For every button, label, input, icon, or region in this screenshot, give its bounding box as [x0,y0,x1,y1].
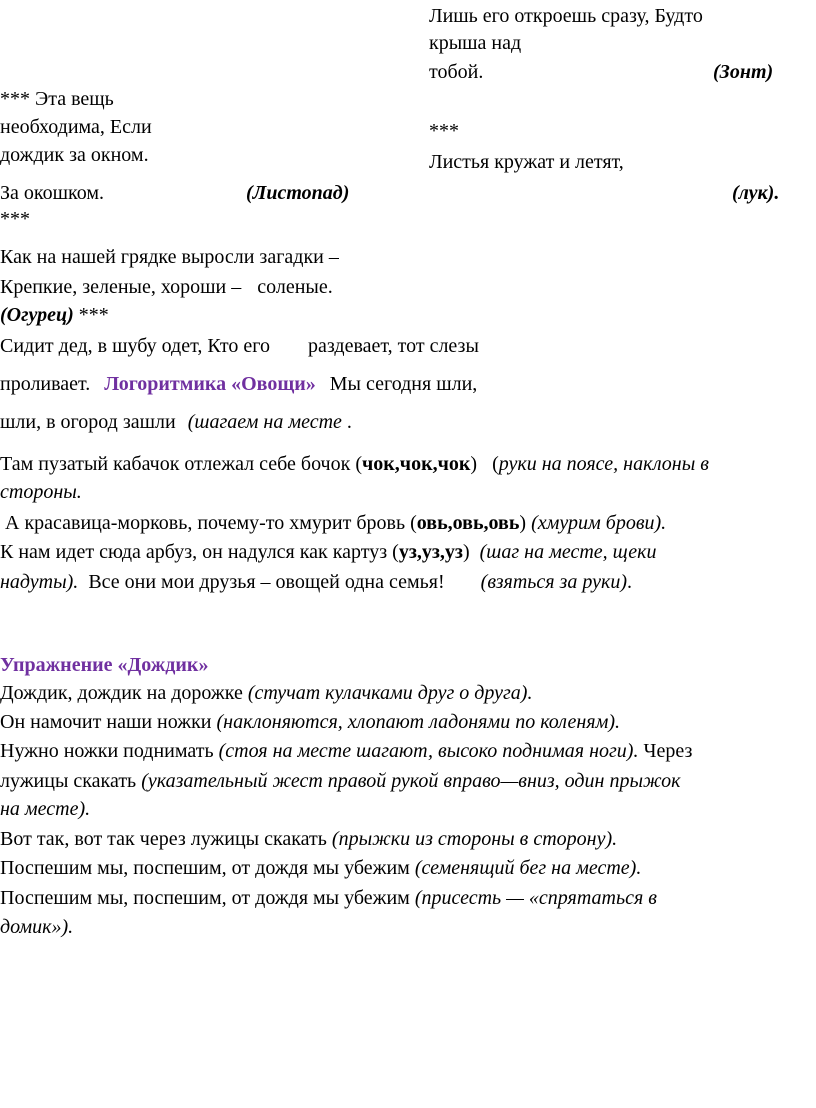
logorhythmics-note-7: надуты). [0,571,79,593]
rain-exercise-title: Упражнение «Дождик» [0,654,209,676]
cucumber-riddle-line-2 [0,274,333,301]
logorhythmics-line-4: стороны. [0,481,82,503]
umbrella-intro-line-1: *** Эта вещь [0,88,114,110]
umbrella-riddle-line-2: крыша над [429,32,522,54]
grandpa-riddle-line-1 [0,333,479,360]
separator-stars-inline: *** [73,304,109,326]
sound-chok: чок,чок,чок [361,453,471,475]
logorhythmics-verse-1: Мы сегодня шли, [329,373,478,395]
cucumber-riddle-end: соленые. [257,276,333,298]
umbrella-answer: (Зонт) [713,61,774,83]
rain-line-7: Поспешим мы, поспешим, от дождя мы убежим (семенящий бег на месте). [0,857,642,879]
logorhythmics-verse-2: шли, в огород зашли [0,411,176,433]
logorhythmics-line-7: надуты). Все они мои друзья – овощей одна семья! (взяться за руки). [0,571,632,593]
umbrella-intro-line-2: необходима, Если [0,116,152,138]
rain-line-6: Вот так, вот так через лужицы скакать (прыжки из стороны в сторону). [0,828,618,850]
umbrella-riddle-line-3: тобой. [429,61,484,83]
logorhythmics-line-2: шли, в огород зашли (шагаем на месте . [0,411,352,433]
logorhythmics-note-7b: (взяться за руки) [480,571,627,593]
logorhythmics-note-2: (шагаем на месте [187,411,342,433]
umbrella-riddle-line-1: Лишь его откроешь сразу, Будто [429,5,703,27]
sound-ov: овь,овь,овь [416,512,520,534]
cucumber-answer: (Огурец) [0,304,74,326]
rain-line-1: Дождик, дождик на дорожке (стучат кулачками друг о друга). [0,682,533,704]
logorhythmics-note-3: руки на поясе, наклоны в [498,453,709,475]
grandpa-riddle-text: Сидит дед, в шубу одет, Кто его [0,335,270,357]
leaves-riddle-line-2: За окошком. [0,182,104,204]
logorhythmics-line-5: А красавица-морковь, почему-то хмурит бровь (овь,овь,овь) (хмурим брови). [0,512,667,534]
rain-line-9: домик»). [0,916,74,938]
rain-line-2: Он намочит наши ножки (наклоняются, хлопают ладонями по коленям). [0,711,621,733]
logorhythmics-line-6: К нам идет сюда арбуз, он надулся как картуз (уз,уз,уз) (шаг на месте, щеки [0,541,657,563]
leaves-riddle-line-1: Листья кружат и летят, [429,151,624,173]
logorhythmics-line-3: Там пузатый кабачок отлежал себе бочок (чок,чок,чок) (руки на поясе, наклоны в [0,453,709,475]
rain-line-3: Нужно ножки поднимать (стоя на месте шагают, высоко поднимая ноги). Через [0,740,693,762]
rain-line-8: Поспешим мы, поспешим, от дождя мы убежим (присесть — «спрятаться в [0,887,657,909]
cucumber-riddle-line-1: Как на нашей грядке выросли загадки – [0,246,339,268]
separator-stars-left: *** [0,208,30,230]
logorhythmics-title: Логоритмика «Овощи» [104,373,316,395]
grandpa-riddle-end: раздевает, тот слезы [307,335,479,357]
cucumber-riddle-text: Крепкие, зеленые, хороши – [0,276,242,298]
rain-line-4: лужицы скакать (указательный жест правой рукой вправо—вниз, один прыжок [0,770,681,792]
logorhythmics-note-5: (хмурим брови). [531,512,667,534]
umbrella-intro-line-3: дождик за окном. [0,144,149,166]
sound-uz: уз,уз,уз [398,541,463,563]
logorhythmics-note-6: (шаг на месте, щеки [479,541,657,563]
cucumber-answer-line [0,302,109,329]
rain-line-5: на месте). [0,798,91,820]
leaves-answer: (Листопад) [246,182,350,204]
separator-stars-right: *** [429,120,459,142]
logorhythmics-line-1 [0,371,477,398]
grandpa-riddle-line-2: проливает. [0,373,91,395]
onion-answer: (лук). [732,182,780,204]
